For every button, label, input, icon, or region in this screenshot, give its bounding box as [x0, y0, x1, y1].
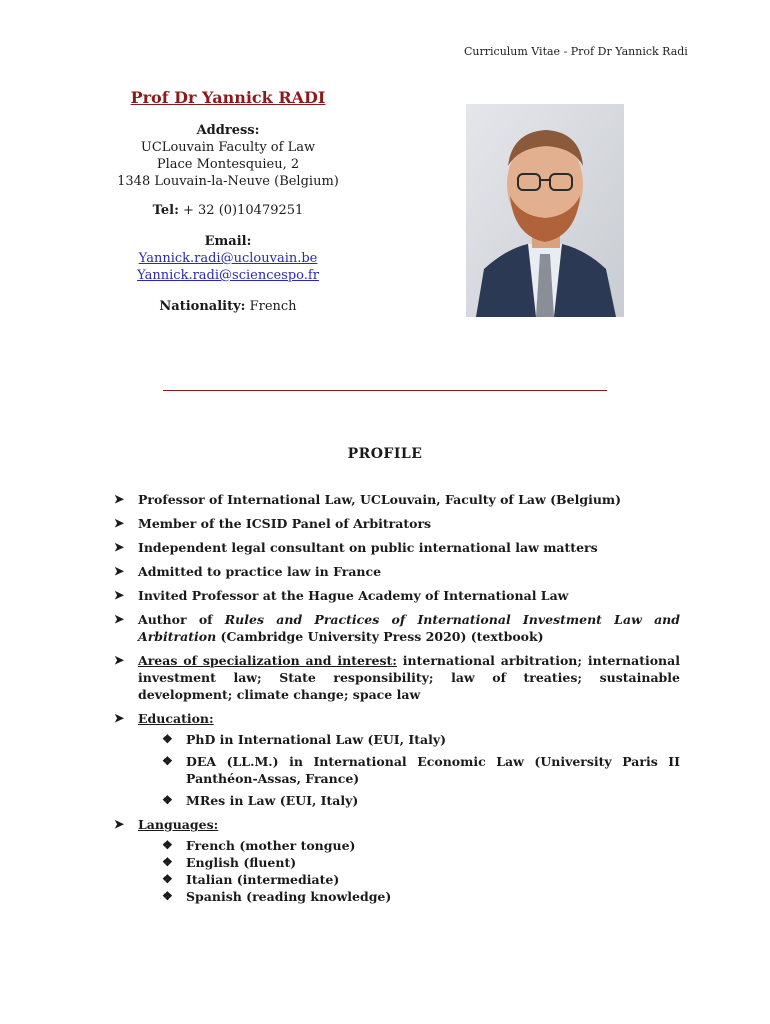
profile-item-text: Independent legal consultant on public international law matters: [138, 540, 598, 555]
arrow-bullet-icon: ➤: [114, 711, 125, 725]
arrow-bullet-icon: ➤: [114, 540, 125, 554]
portrait-illustration: [466, 104, 624, 317]
diamond-bullet-icon: ❖: [162, 754, 173, 768]
profile-item-text: Member of the ICSID Panel of Arbitrators: [138, 516, 432, 531]
portrait-photo: [466, 104, 624, 317]
nationality-value: French: [249, 299, 297, 314]
arrow-bullet-icon: ➤: [114, 653, 125, 667]
email-label: Email:: [204, 234, 252, 249]
section-divider: [163, 390, 607, 391]
address-label: Address:: [196, 123, 260, 138]
language-entry: [160, 854, 680, 871]
profile-item: [112, 491, 680, 508]
running-header: Curriculum Vitae - Prof Dr Yannick Radi: [464, 45, 688, 58]
arrow-bullet-icon: ➤: [114, 612, 125, 626]
profile-heading: PROFILE: [347, 446, 423, 462]
languages-item: [112, 816, 680, 905]
diamond-bullet-icon: ❖: [162, 732, 173, 746]
profile-list: [112, 491, 680, 912]
address-line: Place Montesquieu, 2: [156, 157, 300, 172]
languages-list: [160, 837, 680, 905]
education-list: [160, 731, 680, 809]
education-label: Education:: [138, 711, 214, 726]
author-item: [112, 611, 680, 645]
address-line: UCLouvain Faculty of Law: [140, 140, 316, 155]
tel-value: + 32 (0)10479251: [183, 203, 304, 218]
diamond-bullet-icon: ❖: [162, 872, 173, 886]
author-prefix: Author of: [138, 612, 213, 627]
education-entry-text: MRes in Law (EUI, Italy): [186, 793, 359, 808]
education-entry: [160, 731, 680, 748]
education-entry: [160, 792, 680, 809]
languages-label: Languages:: [138, 817, 219, 832]
profile-item-text: Invited Professor at the Hague Academy of International Law: [138, 588, 569, 603]
language-entry-text: English (fluent): [186, 855, 297, 870]
areas-label: Areas of specialization and interest:: [138, 653, 397, 668]
language-entry: [160, 837, 680, 854]
profile-item-text: Admitted to practice law in France: [138, 564, 382, 579]
areas-text: international arbitration; international investment law; State responsibility; law of treaties; sustainable development; climate change; space law: [138, 653, 680, 702]
language-entry-text: Spanish (reading knowledge): [186, 889, 392, 904]
address-line: 1348 Louvain-la-Neuve (Belgium): [117, 174, 339, 189]
arrow-bullet-icon: ➤: [114, 492, 125, 506]
person-name: Prof Dr Yannick RADI: [130, 88, 326, 107]
tel-line: [112, 202, 344, 219]
book-title: Rules and Practices of International Investment Law and Arbitration: [138, 612, 681, 644]
profile-item-text: Professor of International Law, UCLouvain, Faculty of Law (Belgium): [138, 492, 622, 507]
areas-item: [112, 652, 680, 703]
diamond-bullet-icon: ❖: [162, 793, 173, 807]
language-entry: [160, 888, 680, 905]
contact-block: [112, 88, 344, 315]
education-item: [112, 710, 680, 809]
nationality-label: Nationality:: [159, 299, 246, 314]
arrow-bullet-icon: ➤: [114, 588, 125, 602]
diamond-bullet-icon: ❖: [162, 838, 173, 852]
diamond-bullet-icon: ❖: [162, 855, 173, 869]
email-link-uclouvain[interactable]: Yannick.radi@uclouvain.be: [138, 251, 318, 266]
language-entry-text: French (mother tongue): [186, 838, 356, 853]
email-link-sciencespo[interactable]: Yannick.radi@sciencespo.fr: [137, 268, 319, 283]
arrow-bullet-icon: ➤: [114, 817, 125, 831]
diamond-bullet-icon: ❖: [162, 889, 173, 903]
profile-item: [112, 515, 680, 532]
arrow-bullet-icon: ➤: [114, 516, 125, 530]
profile-item: [112, 563, 680, 580]
profile-item: [112, 539, 680, 556]
profile-item: [112, 587, 680, 604]
tel-label: Tel:: [152, 203, 179, 218]
education-entry-text: PhD in International Law (EUI, Italy): [186, 732, 446, 747]
language-entry: [160, 871, 680, 888]
nationality-line: [112, 298, 344, 315]
author-suffix: (Cambridge University Press 2020) (textbook): [220, 629, 544, 644]
arrow-bullet-icon: ➤: [114, 564, 125, 578]
education-entry: [160, 753, 680, 787]
language-entry-text: Italian (intermediate): [186, 872, 340, 887]
education-entry-text: DEA (LL.M.) in International Economic Law (University Paris II Panthéon-Assas, France): [186, 754, 680, 786]
